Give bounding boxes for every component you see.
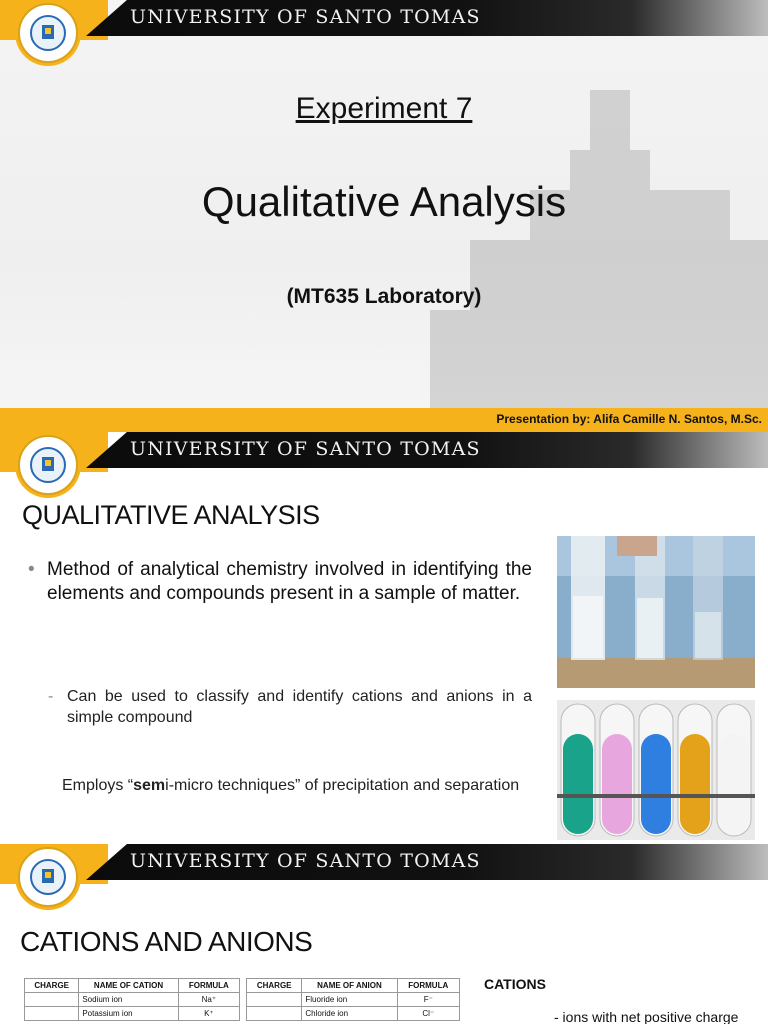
university-title: UNIVERSITY OF SANTO TOMAS — [130, 6, 481, 28]
experiment-label: Experiment 7 — [295, 92, 473, 125]
cation-table — [24, 978, 240, 1021]
table-cell — [25, 1007, 79, 1021]
table-header-row — [25, 979, 240, 993]
table-cell: Fluoride ion — [302, 993, 397, 1007]
table-cell: Chloride ion — [302, 1007, 397, 1021]
colored-tubes-image-icon — [557, 700, 755, 840]
table-header: NAME OF ANION — [302, 979, 397, 993]
table-cell: F⁻ — [397, 993, 459, 1007]
test-tube-icon — [561, 704, 595, 836]
table-header: CHARGE — [247, 979, 302, 993]
techniques-bold: sem — [133, 777, 166, 794]
techniques-text — [62, 775, 532, 796]
university-seal-icon — [18, 435, 78, 495]
qualitative-analysis-slide — [0, 432, 768, 844]
techniques-prefix: Employs “ — [62, 777, 134, 794]
table-header: FORMULA — [178, 979, 239, 993]
sub-point — [48, 686, 532, 728]
test-tube-icon — [717, 704, 751, 836]
table-cell: K⁺ — [178, 1007, 239, 1021]
slide-title: Qualitative Analysis — [201, 178, 567, 225]
definition-bullet — [28, 558, 532, 606]
table-header-row — [247, 979, 460, 993]
cations-description: - ions with net positive charge — [554, 1009, 739, 1024]
table-cell — [247, 993, 302, 1007]
table-cell: Potassium ion — [79, 1007, 178, 1021]
section-heading: CATIONS AND ANIONS — [20, 926, 313, 957]
table-row — [25, 993, 240, 1007]
table-cell: Sodium ion — [79, 993, 178, 1007]
table-cell — [25, 993, 79, 1007]
table-header: FORMULA — [397, 979, 459, 993]
table-header: NAME OF CATION — [79, 979, 178, 993]
university-title: UNIVERSITY OF SANTO TOMAS — [130, 850, 481, 872]
table-row — [247, 1007, 460, 1021]
test-tubes-image-icon — [557, 536, 755, 688]
test-tube-icon — [678, 704, 712, 836]
table-cell — [247, 1007, 302, 1021]
university-title: UNIVERSITY OF SANTO TOMAS — [130, 438, 481, 460]
university-seal-icon — [18, 847, 78, 907]
table-row — [25, 1007, 240, 1021]
presenter-bar — [0, 408, 768, 432]
anion-table — [246, 978, 460, 1021]
table-header: CHARGE — [25, 979, 79, 993]
cations-anions-slide — [0, 844, 768, 1024]
header-band — [0, 844, 768, 884]
cations-title: CATIONS — [484, 976, 546, 992]
dash-icon: - — [48, 688, 54, 705]
colored-tubes-photo — [557, 700, 755, 840]
table-row — [247, 993, 460, 1007]
tube-rack-icon — [557, 794, 755, 798]
table-cell: Na⁺ — [178, 993, 239, 1007]
test-tube-icon — [600, 704, 634, 836]
title-slide — [0, 0, 768, 432]
university-seal-icon — [18, 3, 78, 63]
bullet-icon: • — [28, 559, 35, 580]
table-cell: Cl⁻ — [397, 1007, 459, 1021]
definition-text: Method of analytical chemistry involved in identifying the elements and compounds present in a sample of matter. — [47, 559, 532, 604]
test-tubes-photo — [557, 536, 755, 688]
presenter-credit: Presentation by: Alifa Camille N. Santos, M.Sc. — [496, 412, 762, 426]
section-heading: QUALITATIVE ANALYSIS — [22, 500, 320, 530]
header-band — [0, 0, 768, 40]
test-tube-icon — [639, 704, 673, 836]
slide-subtitle: (MT635 Laboratory) — [286, 285, 482, 308]
techniques-suffix: i-micro techniques” of precipitation and separation — [165, 777, 520, 794]
sub-point-text: Can be used to classify and identify cations and anions in a simple compound — [67, 688, 532, 726]
header-band — [0, 432, 768, 472]
